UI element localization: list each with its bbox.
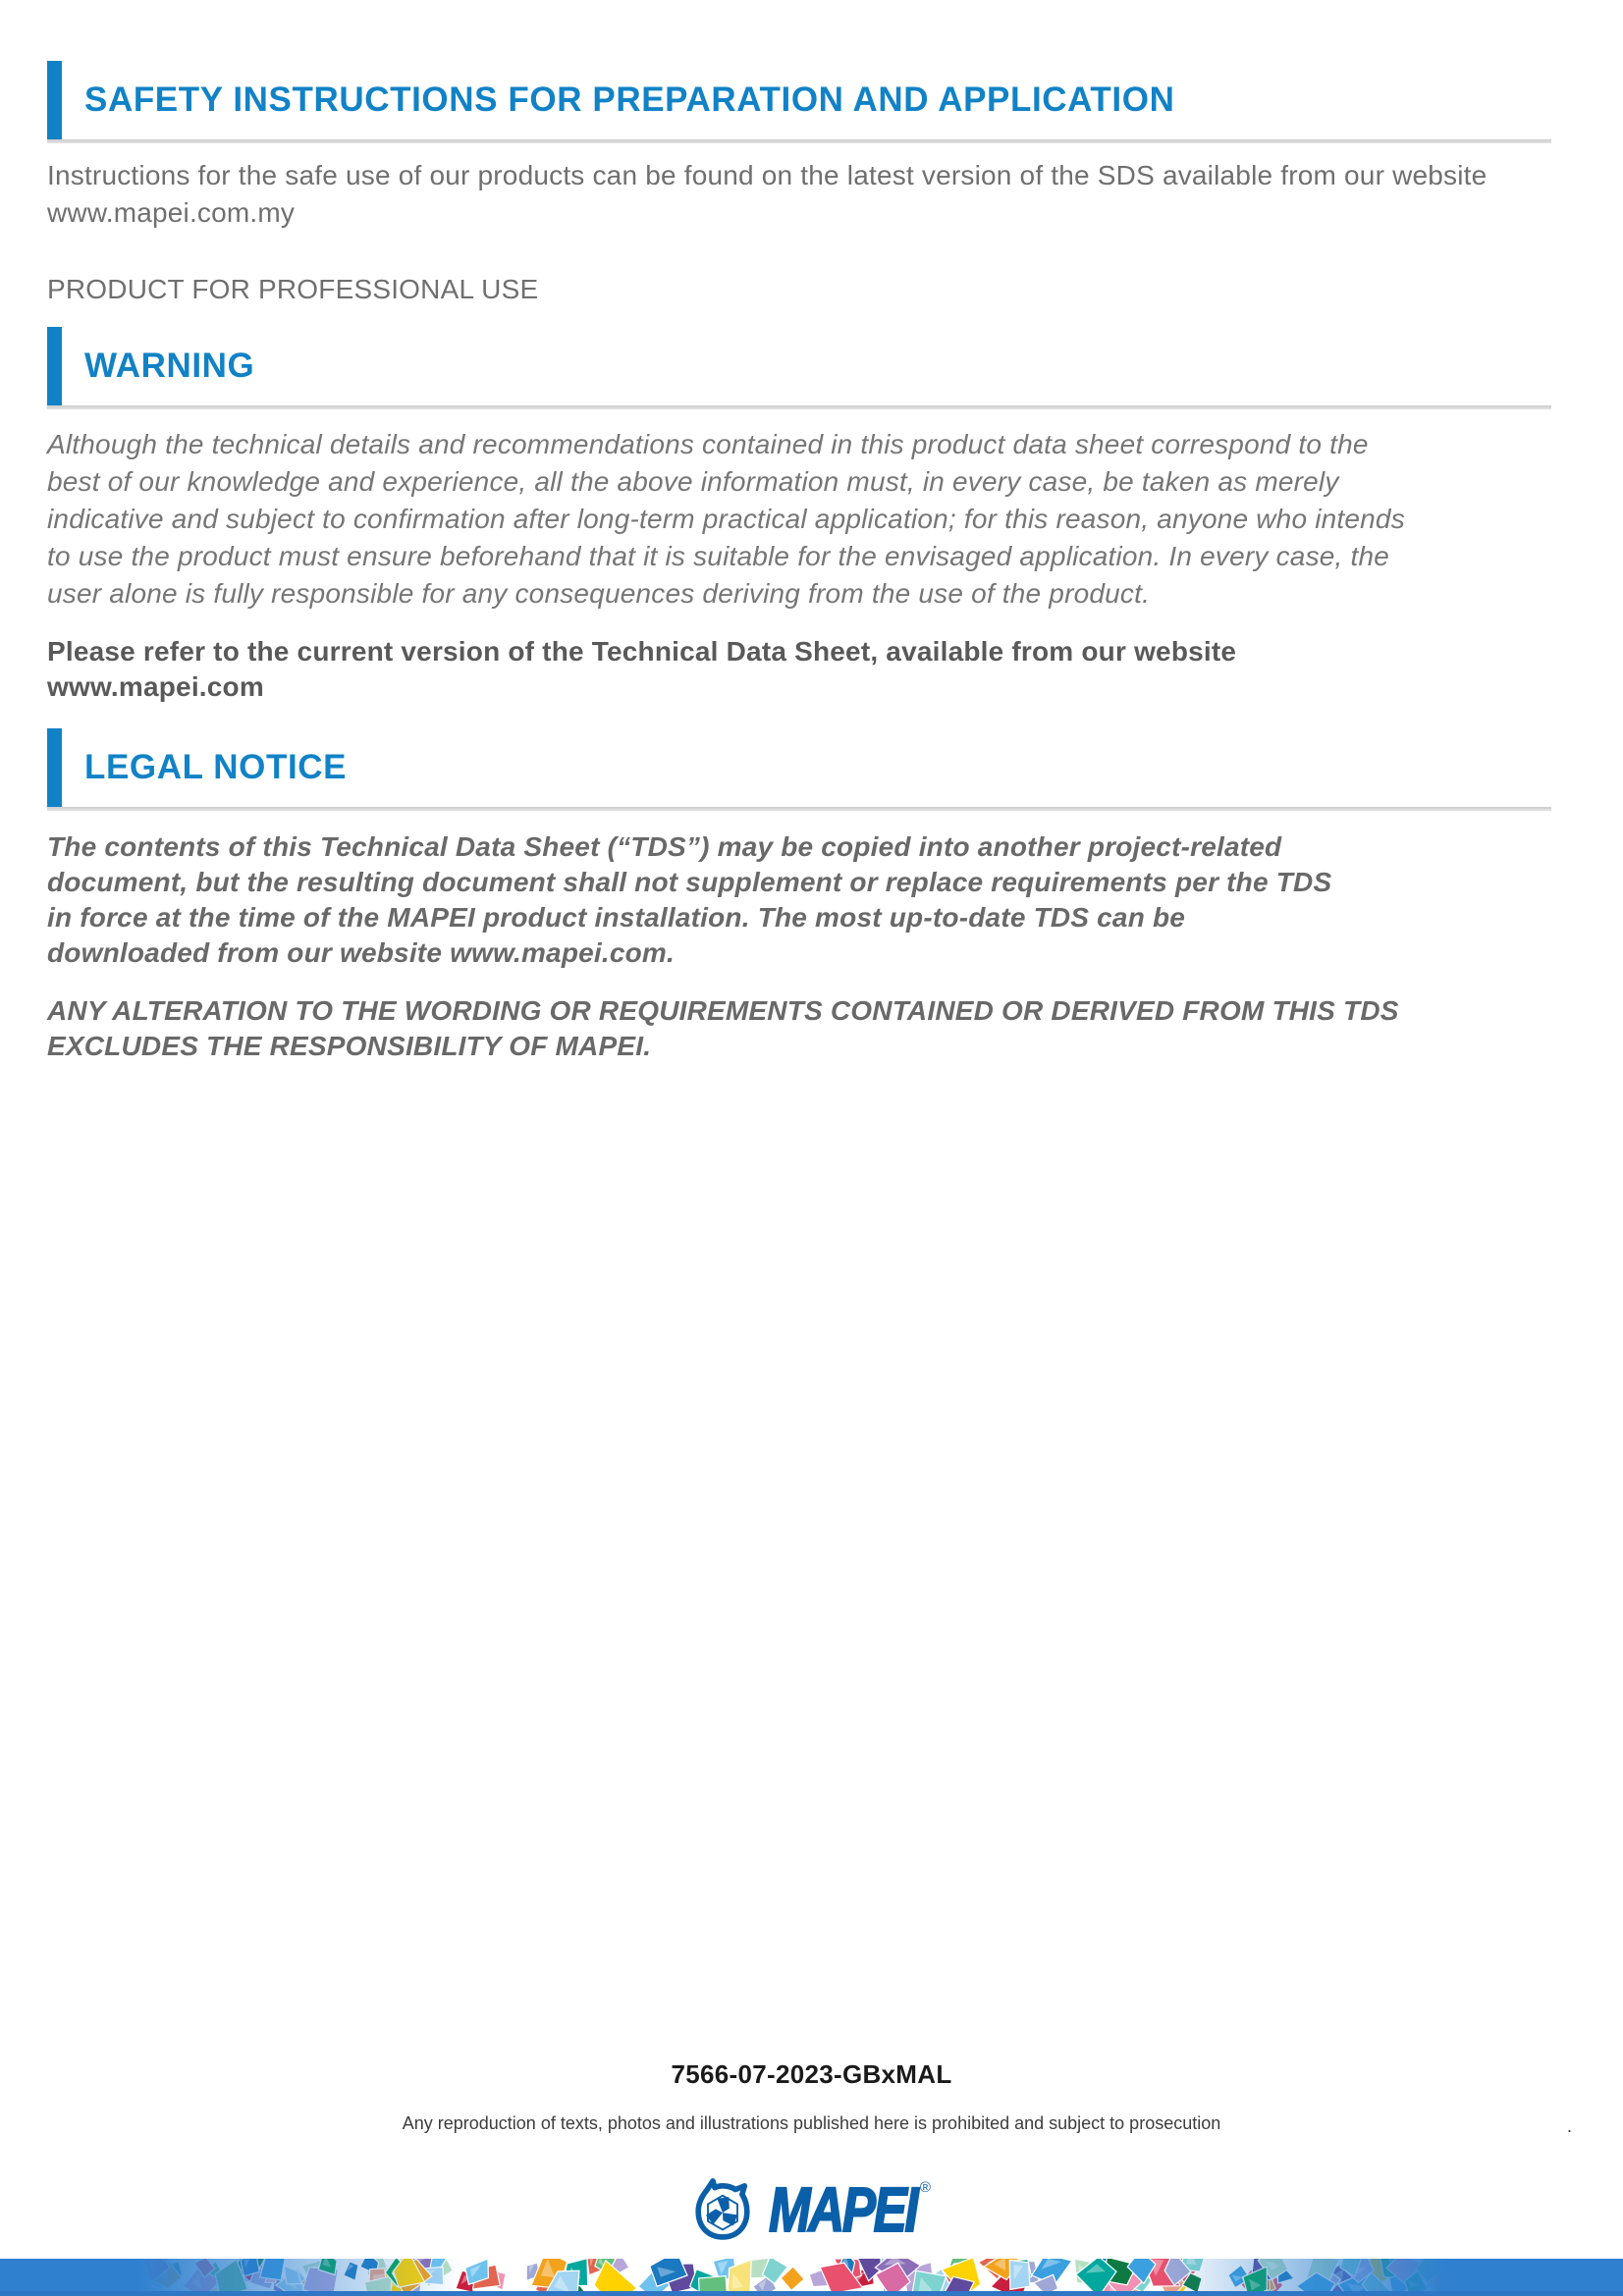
mosaic-strip	[0, 2259, 1623, 2296]
professional-use-label: PRODUCT FOR PROFESSIONAL USE	[47, 274, 539, 304]
mapei-logo	[0, 2171, 1623, 2248]
warning-section-title: WARNING	[84, 347, 255, 385]
warning-disclaimer-text: Although the technical details and recommendations contained in this product data sheet correspond to the best of our knowledge and experience, all the above information must, in every case, be taken as merely indicative and subject to confirmation after long-term practical application; for this reason, anyone who intends to use the product must ensure beforehand that it is suitable for the envisaged application. In every case, the user alone is fully responsible for any consequences deriving from the use of the product.	[47, 429, 1405, 609]
mapei-wordmark-wrap	[769, 2175, 931, 2244]
legal-section-title: LEGAL NOTICE	[84, 748, 348, 786]
heading-accent-bar	[47, 61, 62, 139]
section-divider	[47, 807, 1551, 811]
heading-accent-bar	[47, 327, 62, 405]
safety-section-title: SAFETY INSTRUCTIONS FOR PREPARATION AND APPLICATION	[84, 80, 1175, 119]
safety-body-text: Instructions for the safe use of our products can be found on the latest version of the SDS available from our website www.mapei.com.my	[47, 160, 1488, 228]
doc-code: 7566-07-2023-GBxMAL	[671, 2059, 952, 2089]
warning-section-header	[47, 327, 254, 405]
mosaic-bottom-line	[0, 2291, 1623, 2296]
section-divider	[47, 405, 1551, 409]
mosaic-fade-left	[0, 2259, 461, 2291]
mosaic-fade-right	[1157, 2259, 1623, 2291]
safety-section-header	[47, 61, 1174, 139]
registered-trademark-symbol: ®	[919, 2179, 931, 2196]
stray-period: .	[1567, 2116, 1573, 2136]
mapei-wordmark: MAPEI	[769, 2174, 917, 2245]
legal-alteration-text: ANY ALTERATION TO THE WORDING OR REQUIREMENTS CONTAINED OR DERIVED FROM THIS TDS EXCLUDES THE RESPONSIBILITY OF MAPEI.	[47, 995, 1399, 1061]
legal-section-header	[47, 728, 347, 807]
refer-to-tds-text: Please refer to the current version of the Technical Data Sheet, available from our website www.mapei.com	[47, 636, 1237, 702]
heading-accent-bar	[47, 728, 62, 807]
section-divider	[47, 139, 1551, 143]
copyright-note	[0, 2112, 1623, 2135]
legal-body-text: The contents of this Technical Data Sheet (“TDS”) may be copied into another project-related document, but the resulting document shall not supplement or replace requirements per the TDS in force at the time of the MAPEI product installation. The most up-to-date TDS can be downloaded from our website www.mapei.com.	[47, 831, 1332, 968]
mapei-emblem-icon	[692, 2175, 753, 2244]
copyright-note-text: Any reproduction of texts, photos and illustrations published here is prohibited and subject to prosecution	[402, 2113, 1221, 2133]
